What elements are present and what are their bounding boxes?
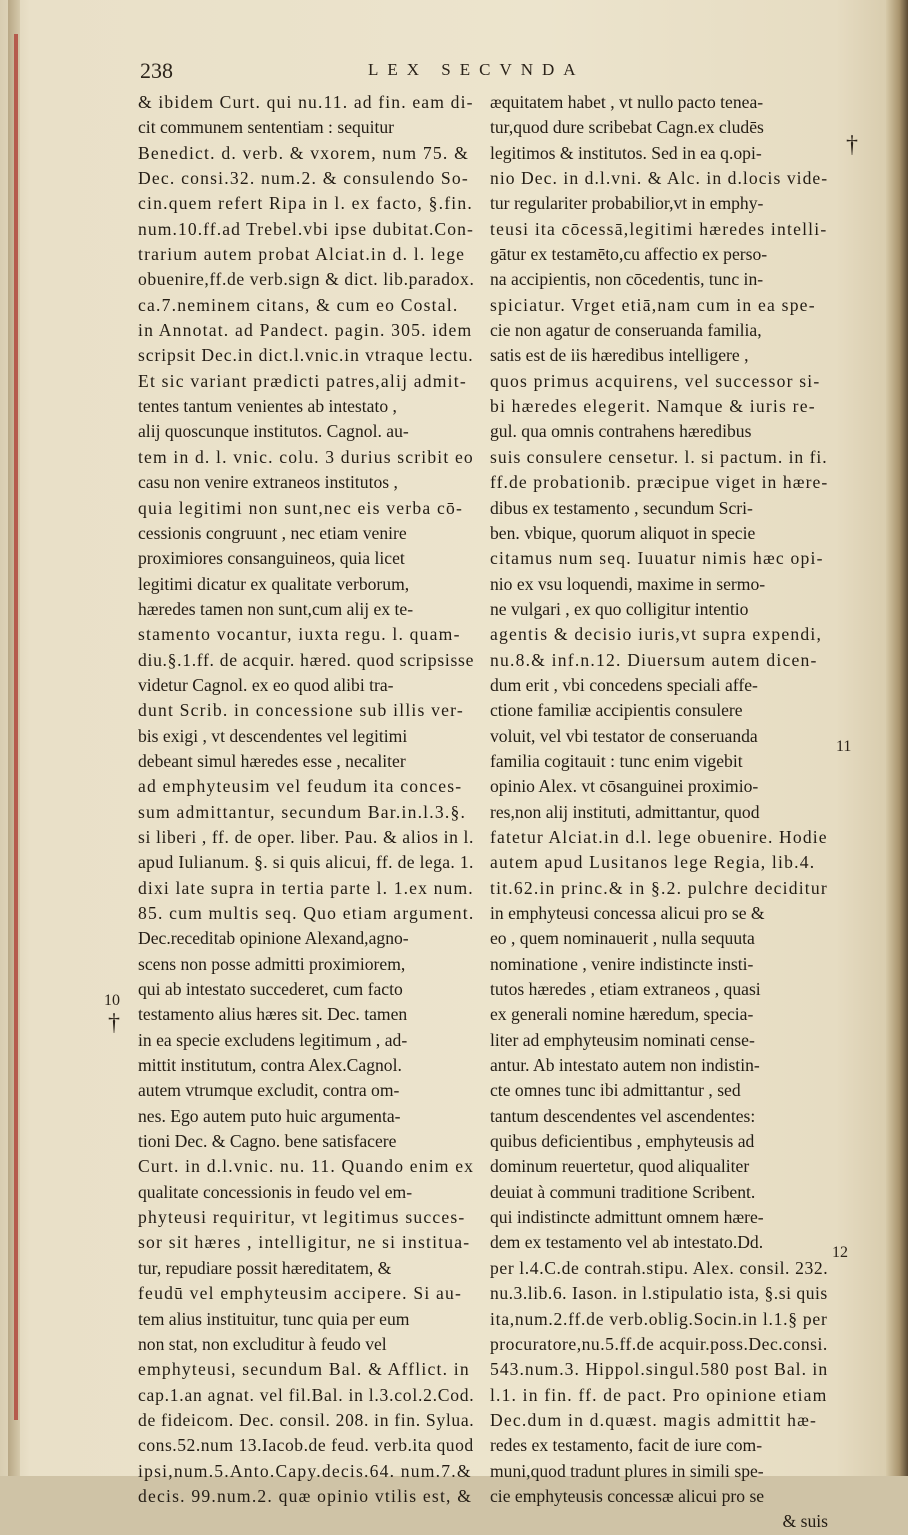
text-line: phyteusi requiritur, vt legitimus succes- bbox=[138, 1207, 466, 1228]
text-line: cessionis congruunt , nec etiam venire bbox=[138, 522, 407, 543]
text-line: suis consulere censetur. l. si pactum. in fi. bbox=[490, 446, 828, 467]
text-line: tentes tantum venientes ab intestato , bbox=[138, 396, 397, 417]
text-line: familia cogitauit : tunc enim vigebit bbox=[490, 750, 743, 771]
text-line: antur. Ab intestato autem non indistin- bbox=[490, 1055, 760, 1076]
text-line: legitimos & institutos. Sed in ea q.opi- bbox=[490, 142, 762, 163]
text-line: diu.§.1.ff. de acquir. hæred. quod scripsisse bbox=[138, 649, 475, 670]
text-line: nu.3.lib.6. Iason. in l.stipulatio ista, §.si quis bbox=[490, 1283, 828, 1304]
text-line: si liberi , ff. de oper. liber. Pau. & alios in l. bbox=[138, 826, 475, 847]
text-line: tit.62.in princ.& in §.2. pulchre deciditur bbox=[490, 877, 828, 898]
text-line: cie emphyteusis concessæ alicui pro se bbox=[490, 1485, 765, 1506]
text-line: tutos hæredes , etiam extraneos , quasi bbox=[490, 979, 761, 1000]
text-line: debeant simul hæredes esse , necaliter bbox=[138, 750, 406, 771]
text-line: stamento vocantur, iuxta regu. l. quam- bbox=[138, 624, 461, 645]
text-line: in ea specie excludens legitimum , ad- bbox=[138, 1029, 408, 1050]
text-line: voluit, vel vbi testator de conseruanda bbox=[490, 725, 758, 746]
text-line: casu non venire extraneos institutos , bbox=[138, 472, 398, 493]
text-line: muni,quod tradunt plures in simili spe- bbox=[490, 1460, 764, 1481]
text-line: spiciatur. Vrget etiā,nam cum in ea spe- bbox=[490, 294, 816, 315]
text-line: num.10.ff.ad Trebel.vbi ipse dubitat.Con- bbox=[138, 218, 474, 239]
text-line: nio ex vsu loquendi, maxime in sermo- bbox=[490, 573, 766, 594]
text-line: dominum reuertetur, quod aliqualiter bbox=[490, 1156, 750, 1177]
text-line: autem apud Lusitanos lege Regia, lib.4. bbox=[490, 852, 816, 873]
text-line: sor sit hæres , intelligitur, ne si institua- bbox=[138, 1232, 471, 1253]
text-line: fatetur Alciat.in d.l. lege obuenire. Hodie bbox=[490, 826, 828, 847]
text-line: dem ex testamento vel ab intestato.Dd. bbox=[490, 1232, 764, 1253]
text-line: tioni Dec. & Cagno. bene satisfacere bbox=[138, 1131, 397, 1152]
text-line: redes ex testamento, facit de iure com- bbox=[490, 1435, 763, 1456]
dagger-marginal-mark: † bbox=[108, 1010, 120, 1036]
text-line: obuenire,ff.de verb.sign & dict. lib.paradox. bbox=[138, 269, 475, 290]
text-line: trarium autem probat Alciat.in d. l. lege bbox=[138, 244, 466, 265]
text-line: in Annotat. ad Pandect. pagin. 305. idem bbox=[138, 320, 473, 341]
text-line: citamus num seq. Iuuatur nimis hæc opi- bbox=[490, 548, 824, 569]
text-line: satis est de iis hæredibus intelligere , bbox=[490, 345, 749, 366]
text-line: tur, repudiare possit hæreditatem, & bbox=[138, 1257, 392, 1278]
text-line: l.1. in fin. ff. de pact. Pro opinione etiam bbox=[490, 1384, 828, 1405]
text-line: eo , quem nominauerit , nulla sequuta bbox=[490, 928, 755, 949]
text-line: gātur ex testamēto,cu affectio ex perso- bbox=[490, 244, 768, 265]
text-line: tem alius instituitur, tunc quia per eum bbox=[138, 1308, 410, 1329]
marginal-number-10: 10 bbox=[104, 992, 120, 1009]
text-line: sum admittantur, secundum Bar.in.l.3.§. bbox=[138, 801, 467, 822]
text-line: quos primus acquirens, vel successor si- bbox=[490, 370, 821, 391]
text-line: cap.1.an agnat. vel fil.Bal. in l.3.col.2.Cod. bbox=[138, 1384, 475, 1405]
text-line: nu.8.& inf.n.12. Diuersum autem dicen- bbox=[490, 649, 818, 670]
text-line: ipsi,num.5.Anto.Capy.decis.64. num.7.& bbox=[138, 1460, 472, 1481]
text-line: alij quoscunque institutos. Cagnol. au- bbox=[138, 421, 409, 442]
binding-gutter bbox=[886, 0, 908, 1476]
text-line: nio Dec. in d.l.vni. & Alc. in d.locis vide- bbox=[490, 168, 829, 189]
text-line: scens non posse admitti proximiorem, bbox=[138, 953, 406, 974]
text-line: proximiores consanguineos, quia licet bbox=[138, 548, 405, 569]
page-header bbox=[140, 58, 840, 86]
text-line: Et sic variant prædicti patres,alij admit- bbox=[138, 370, 467, 391]
text-line: ff.de probationib. præcipue viget in hære- bbox=[490, 472, 829, 493]
text-line: Dec.dum in d.quæst. magis admittit hæ- bbox=[490, 1409, 818, 1430]
text-line: cit communem sententiam : sequitur bbox=[138, 117, 395, 138]
text-line: scripsit Dec.in dict.l.vnic.in vtraque lectu. bbox=[138, 345, 474, 366]
text-line: cin.quem refert Ripa in l. ex facto, §.fin. bbox=[138, 193, 473, 214]
text-line: quia legitimi non sunt,nec eis verba cō- bbox=[138, 497, 464, 518]
text-line: dunt Scrib. in concessione sub illis ver- bbox=[138, 700, 464, 721]
text-line: testamento alius hæres sit. Dec. tamen bbox=[138, 1004, 408, 1025]
text-line: na accipientis, non cōcedentis, tunc in- bbox=[490, 269, 764, 290]
text-line: tem in d. l. vnic. colu. 3 durius scribit eo bbox=[138, 446, 474, 467]
text-line: Curt. in d.l.vnic. nu. 11. Quando enim ex bbox=[138, 1156, 475, 1177]
text-line: legitimi dicatur ex qualitate verborum, bbox=[138, 573, 410, 594]
text-line: agentis & decisio iuris,vt supra expendi, bbox=[490, 624, 823, 645]
text-line: cie non agatur de conseruanda familia, bbox=[490, 320, 762, 341]
text-line: Dec. consi.32. num.2. & consulendo So- bbox=[138, 168, 469, 189]
text-line: per l.4.C.de contrah.stipu. Alex. consil. 232. bbox=[490, 1257, 829, 1278]
text-line: non stat, non excluditur à feudo vel bbox=[138, 1333, 387, 1354]
text-line: bi hæredes elegerit. Namque & iuris re- bbox=[490, 396, 816, 417]
text-line: ne vulgari , ex quo colligitur intentio bbox=[490, 598, 749, 619]
left-text-column bbox=[138, 90, 474, 1509]
text-line: in emphyteusi concessa alicui pro se & bbox=[490, 903, 765, 923]
text-line: Benedict. d. verb. & vxorem, num 75. & bbox=[138, 142, 469, 163]
text-line: ita,num.2.ff.de verb.oblig.Socin.in l.1.§ per bbox=[490, 1308, 828, 1329]
text-line: dixi late supra in tertia parte l. 1.ex num. bbox=[138, 877, 474, 898]
red-margin-rule bbox=[14, 34, 18, 1420]
text-line: gul. qua omnis contrahens hæredibus bbox=[490, 421, 752, 442]
page-number: 238 bbox=[140, 58, 173, 83]
text-line: & suis bbox=[782, 1511, 828, 1532]
text-line: ex generali nomine hæredum, specia- bbox=[490, 1004, 754, 1025]
text-line: deuiat à communi traditione Scribent. bbox=[490, 1181, 756, 1202]
text-line: bis exigi , vt descendentes vel legitimi bbox=[138, 725, 408, 746]
text-line: opinio Alex. vt cōsanguinei proximio- bbox=[490, 776, 759, 797]
text-line: tantum descendentes vel ascendentes: bbox=[490, 1105, 756, 1126]
dagger-marginal-mark: † bbox=[846, 132, 858, 158]
text-line: tur regulariter probabilior,vt in emphy- bbox=[490, 193, 764, 214]
text-line: tur,quod dure scribebat Cagn.ex cludēs bbox=[490, 117, 764, 138]
marginal-number-12: 12 bbox=[832, 1244, 848, 1261]
right-text-column bbox=[490, 90, 828, 1535]
text-line: feudū vel emphyteusim accipere. Si au- bbox=[138, 1283, 463, 1304]
text-line: decis. 99.num.2. quæ opinio vtilis est, & bbox=[138, 1485, 473, 1506]
text-line: hæredes tamen non sunt,cum alij ex te- bbox=[138, 598, 414, 619]
text-line: videtur Cagnol. ex eo quod alibi tra- bbox=[138, 674, 394, 695]
text-line: mittit institutum, contra Alex.Cagnol. bbox=[138, 1055, 402, 1076]
text-line: cons.52.num 13.Iacob.de feud. verb.ita quod bbox=[138, 1435, 474, 1456]
text-line: nes. Ego autem puto huic argumenta- bbox=[138, 1105, 401, 1126]
text-line: dibus ex testamento , secundum Scri- bbox=[490, 497, 753, 518]
text-line: dum erit , vbi concedens speciali affe- bbox=[490, 674, 758, 695]
text-line: teusi ita cōcessā,legitimi hæredes intelli- bbox=[490, 218, 828, 239]
text-line: de fideicom. Dec. consil. 208. in fin. Sylua. bbox=[138, 1409, 475, 1430]
text-line: cte omnes tunc ibi admittantur , sed bbox=[490, 1080, 741, 1101]
text-line: & ibidem Curt. qui nu.11. ad fin. eam di- bbox=[138, 92, 474, 112]
text-line: qui indistincte admittunt omnem hære- bbox=[490, 1207, 764, 1228]
marginal-number-11: 11 bbox=[836, 738, 852, 755]
text-line: emphyteusi, secundum Bal. & Afflict. in bbox=[138, 1359, 470, 1380]
text-line: liter ad emphyteusim nominati cense- bbox=[490, 1029, 755, 1050]
text-line: 85. cum multis seq. Quo etiam argument. bbox=[138, 903, 475, 923]
running-head: LEX SECVNDA bbox=[368, 60, 585, 79]
text-line: ctione familiæ accipientis consulere bbox=[490, 700, 743, 721]
text-line: 543.num.3. Hippol.singul.580 post Bal. in bbox=[490, 1359, 829, 1380]
text-line: quibus deficientibus , emphyteusis ad bbox=[490, 1131, 755, 1152]
text-line: qui ab intestato succederet, cum facto bbox=[138, 979, 403, 1000]
text-line: nominatione , venire indistincte insti- bbox=[490, 953, 754, 974]
text-line: apud Iulianum. §. si quis alicui, ff. de lega. 1. bbox=[138, 852, 474, 873]
text-line: qualitate concessionis in feudo vel em- bbox=[138, 1181, 413, 1202]
text-line: procuratore,nu.5.ff.de acquir.poss.Dec.consi. bbox=[490, 1333, 828, 1354]
text-line: ca.7.neminem citans, & cum eo Costal. bbox=[138, 294, 459, 315]
text-line: æquitatem habet , vt nullo pacto tenea- bbox=[490, 92, 764, 112]
text-line: Dec.receditab opinione Alexand,agno- bbox=[138, 928, 409, 949]
text-line: autem vtrumque excludit, contra om- bbox=[138, 1080, 400, 1101]
text-line: res,non alij instituti, admittantur, quod bbox=[490, 801, 760, 822]
text-line: ad emphyteusim vel feudum ita conces- bbox=[138, 776, 463, 797]
text-line: ben. vbique, quorum aliquot in specie bbox=[490, 522, 756, 543]
